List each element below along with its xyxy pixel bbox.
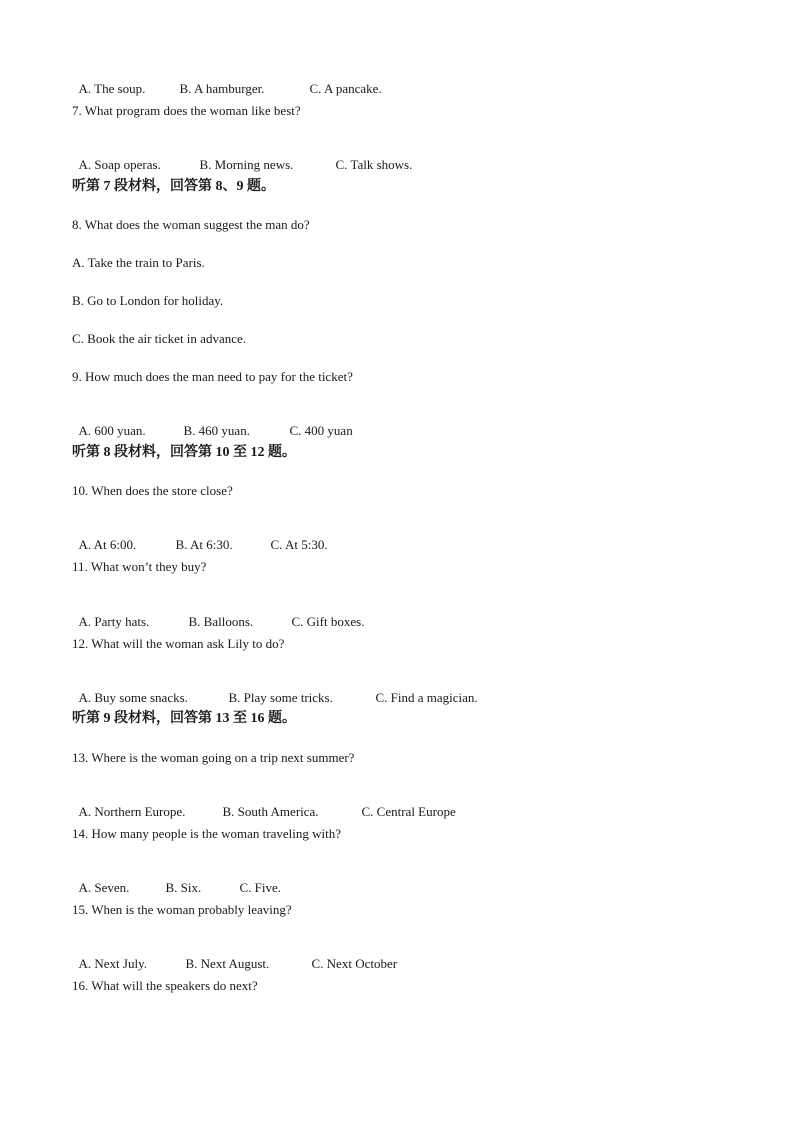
section-9-heading: 听第 9 段材料，回答第 13 至 16 题。 — [72, 711, 296, 726]
section-7-heading: 听第 7 段材料，回答第 8、9 题。 — [72, 179, 275, 194]
q15-options-row — [72, 940, 397, 972]
q9-option-b: B. 460 yuan. — [183, 423, 250, 438]
q7-option-a: A. Soap operas. — [78, 157, 161, 172]
q10-options-row — [72, 521, 328, 553]
q9-question: 9. How much does the man need to pay for the ticket? — [72, 369, 353, 384]
q9-option-c: C. 400 yuan — [289, 423, 353, 438]
q12-option-b: B. Play some tricks. — [228, 690, 333, 705]
q10-option-a: A. At 6:00. — [78, 537, 137, 552]
q6-option-a: A. The soup. — [78, 81, 146, 96]
q7-question: 7. What program does the woman like best? — [72, 103, 301, 118]
q11-question: 11. What won’t they buy? — [72, 559, 207, 574]
q15-option-a: A. Next July. — [78, 956, 147, 971]
q13-question: 13. Where is the woman going on a trip next summer? — [72, 750, 355, 765]
section-8-heading: 听第 8 段材料，回答第 10 至 12 题。 — [72, 445, 296, 460]
q9-option-a: A. 600 yuan. — [78, 423, 146, 438]
q14-options-row — [72, 864, 281, 896]
q14-option-a: A. Seven. — [78, 880, 130, 895]
q13-option-b: B. South America. — [222, 804, 319, 819]
q15-option-c: C. Next October — [311, 956, 398, 971]
q6-option-c: C. A pancake. — [309, 81, 382, 96]
q7-options-row — [72, 141, 412, 173]
q7-option-c: C. Talk shows. — [335, 157, 413, 172]
q10-question: 10. When does the store close? — [72, 483, 233, 498]
q13-option-c: C. Central Europe — [361, 804, 456, 819]
q11-option-c: C. Gift boxes. — [291, 614, 365, 629]
q8-question: 8. What does the woman suggest the man do? — [72, 217, 310, 232]
q14-option-b: B. Six. — [165, 880, 202, 895]
q12-option-a: A. Buy some snacks. — [78, 690, 188, 705]
q11-option-a: A. Party hats. — [78, 614, 150, 629]
q10-option-c: C. At 5:30. — [270, 537, 328, 552]
q12-question: 12. What will the woman ask Lily to do? — [72, 636, 285, 651]
q16-question: 16. What will the speakers do next? — [72, 978, 258, 993]
q6-option-b: B. A hamburger. — [179, 81, 265, 96]
q15-option-b: B. Next August. — [185, 956, 270, 971]
q14-question: 14. How many people is the woman traveling with? — [72, 826, 341, 841]
q8-option-b: B. Go to London for holiday. — [72, 293, 224, 308]
q12-option-c: C. Find a magician. — [375, 690, 478, 705]
q15-question: 15. When is the woman probably leaving? — [72, 902, 292, 917]
q11-option-b: B. Balloons. — [188, 614, 254, 629]
q7-option-b: B. Morning news. — [199, 157, 294, 172]
q11-options-row — [72, 598, 364, 630]
q13-options-row — [72, 788, 456, 820]
q9-options-row — [72, 407, 353, 439]
q10-option-b: B. At 6:30. — [175, 537, 233, 552]
q8-option-c: C. Book the air ticket in advance. — [72, 331, 247, 346]
q12-options-row — [72, 674, 478, 706]
q6-options-row — [72, 65, 382, 97]
q14-option-c: C. Five. — [239, 880, 282, 895]
q13-option-a: A. Northern Europe. — [78, 804, 186, 819]
q8-option-a: A. Take the train to Paris. — [72, 255, 205, 270]
